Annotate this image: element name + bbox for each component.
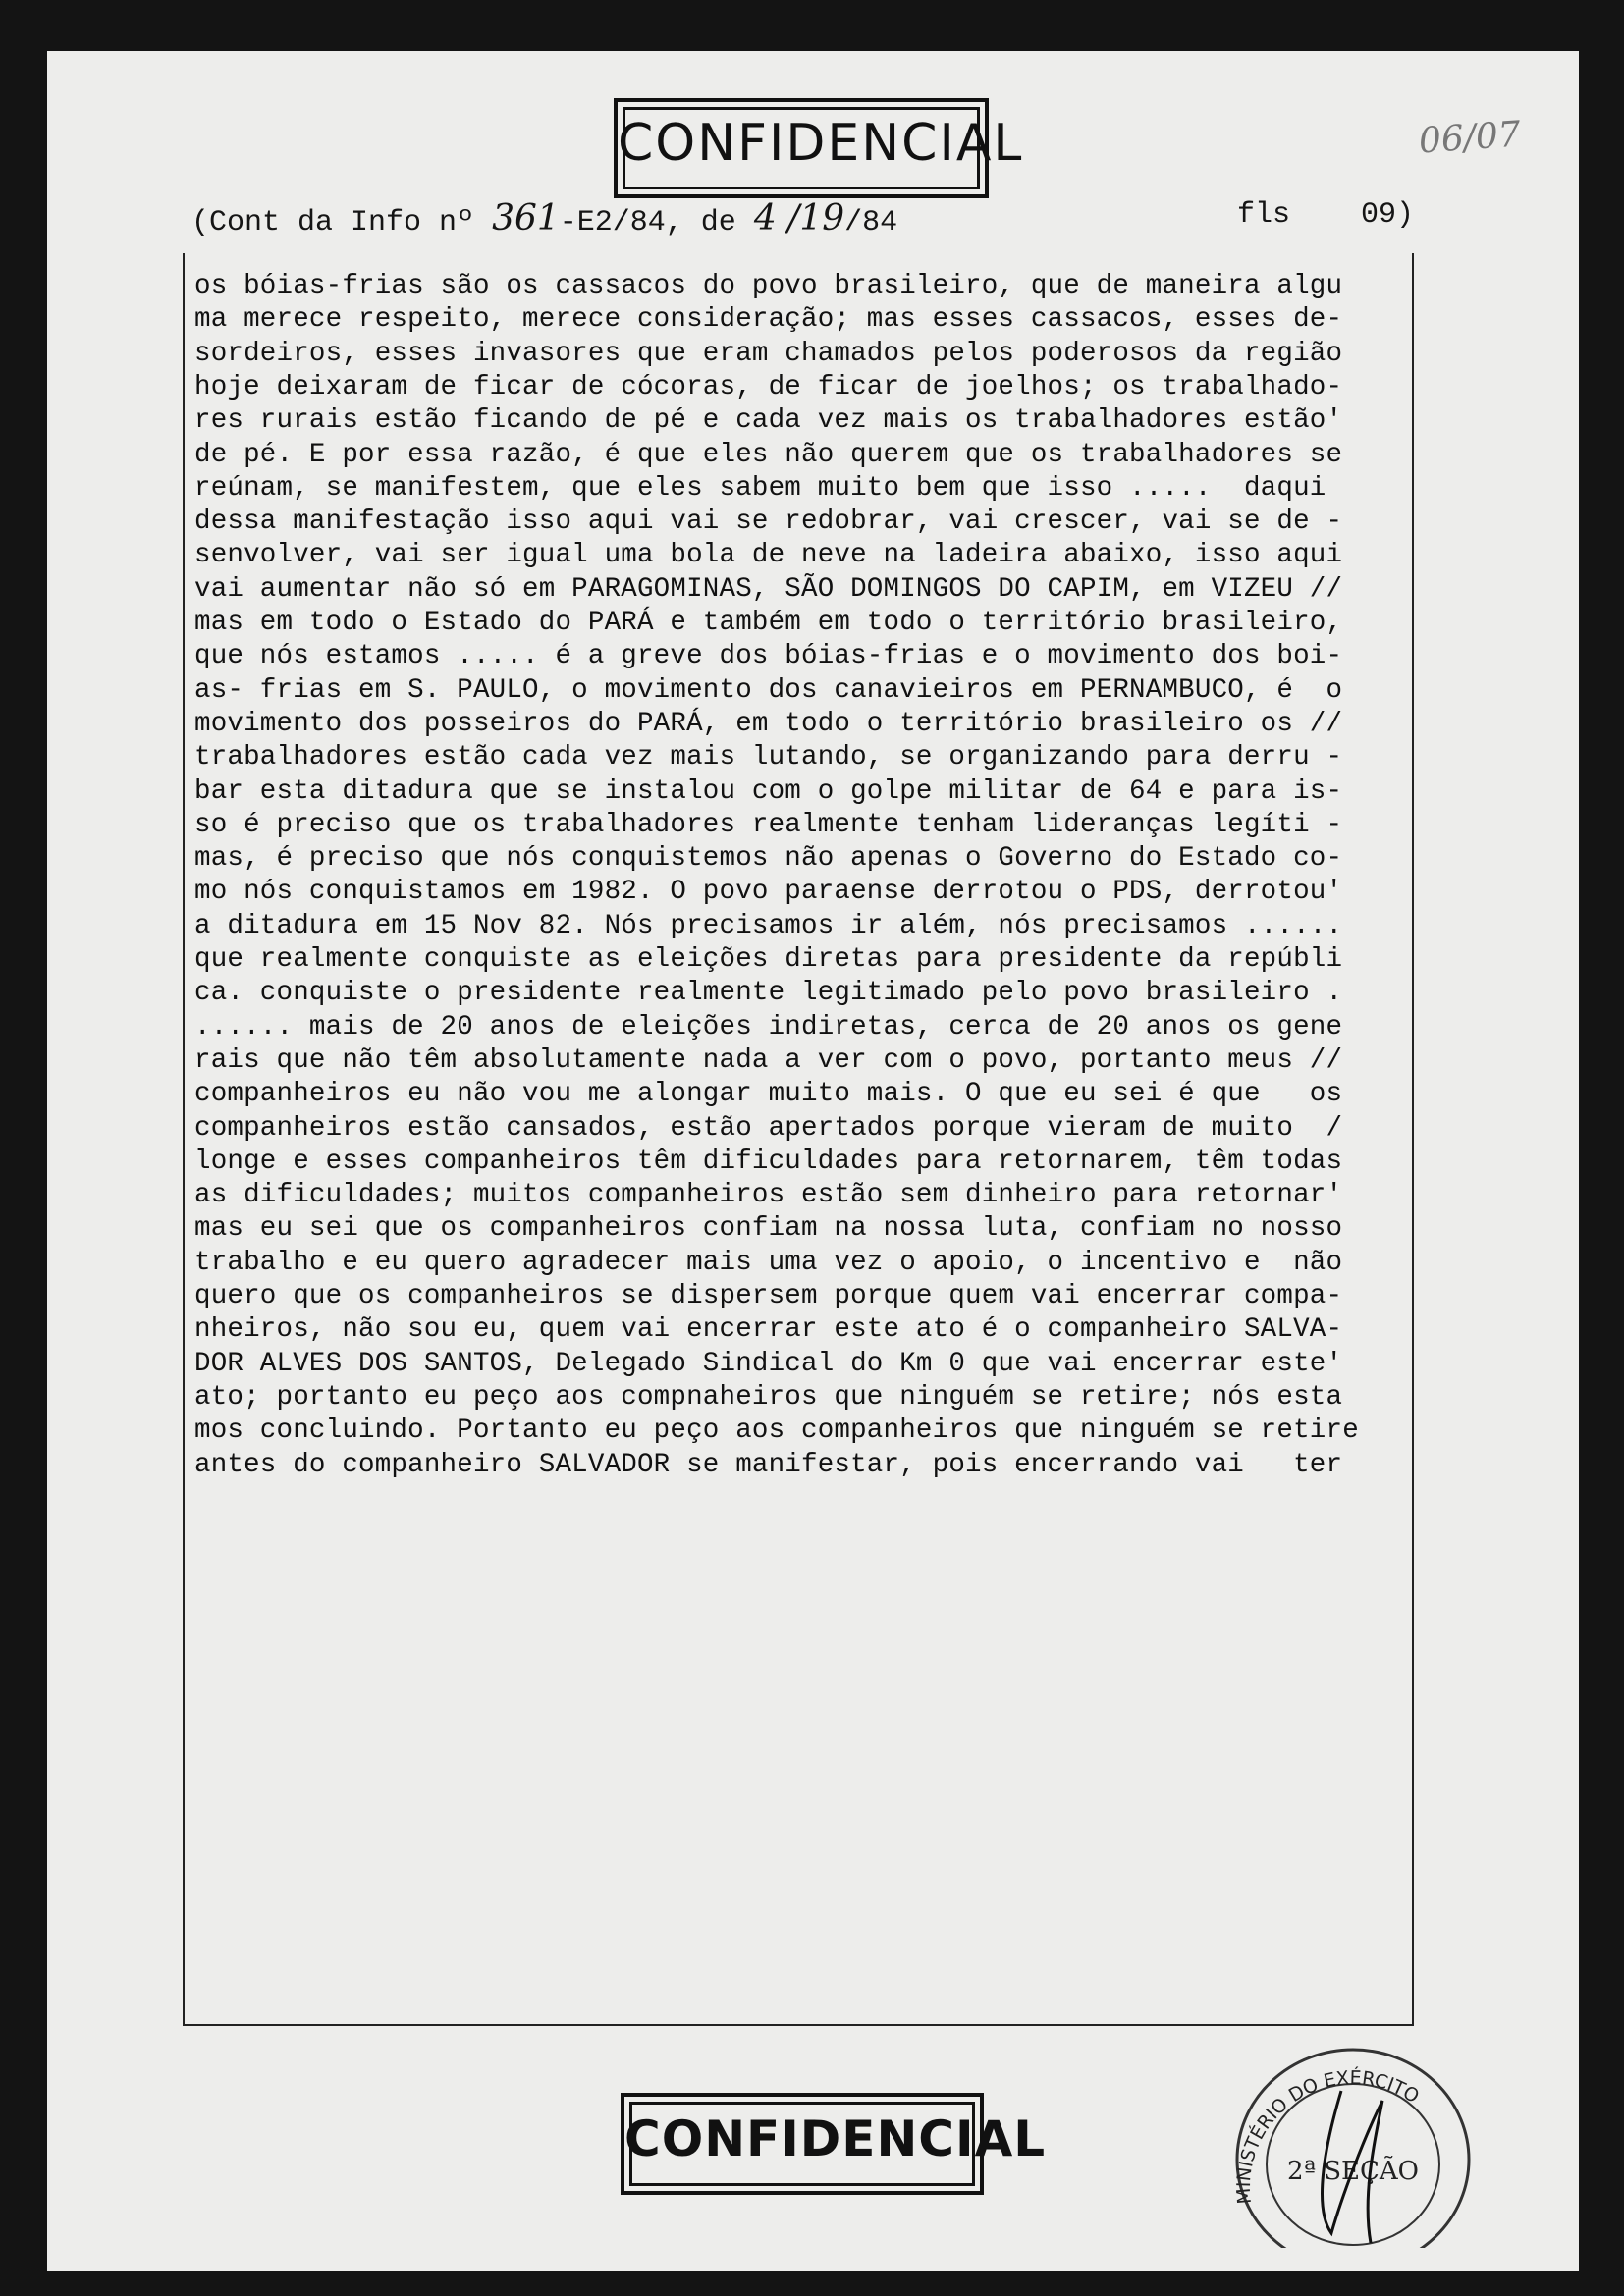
body-line: mo nós conquistamos em 1982. O povo paraense derrotou o PDS, derrotou' bbox=[194, 877, 1343, 908]
confidential-stamp-top bbox=[614, 98, 1024, 198]
body-line: so é preciso que os trabalhadores realmente tenham lideranças legíti - bbox=[194, 809, 1343, 840]
body-line: de pé. E por essa razão, é que eles não querem que os trabalhadores se bbox=[194, 439, 1343, 470]
body-line: dessa manifestação isso aqui vai se redobrar, vai crescer, vai se de - bbox=[194, 507, 1343, 538]
info-number: 361 bbox=[492, 198, 560, 239]
body-line: DOR ALVES DOS SANTOS, Delegado Sindical do Km 0 que vai encerrar este' bbox=[194, 1348, 1343, 1379]
body-line: res rurais estão ficando de pé e cada vez mais os trabalhadores estão' bbox=[194, 405, 1343, 437]
info-series: -E2/84, de bbox=[559, 206, 754, 240]
body-line: nheiros, não sou eu, quem vai encerrar este ato é o companheiro SALVA- bbox=[194, 1314, 1343, 1346]
body-line: os bóias-frias são os cassacos do povo brasileiro, que de maneira algu bbox=[194, 271, 1343, 301]
army-seal bbox=[1216, 2022, 1490, 2248]
body-line: bar esta ditadura que se instalou com o golpe militar de 64 e para is- bbox=[194, 775, 1343, 807]
fls-value: 09) bbox=[1360, 198, 1414, 232]
body-line: reúnam, se manifestem, que eles sabem muito bem que isso ..... daqui bbox=[194, 472, 1326, 504]
body-line: mas, é preciso que nós conquistemos não apenas o Governo do Estado co- bbox=[194, 843, 1343, 875]
header-reference: (Cont da Info nº 361-E2/84, de 4 /19/84 bbox=[191, 198, 898, 240]
body-line: mas em todo o Estado do PARÁ e também em todo o território brasileiro, bbox=[194, 608, 1343, 638]
date-year: /84 bbox=[844, 206, 898, 240]
body-line: companheiros estão cansados, estão apertados porque vieram de muito / bbox=[194, 1112, 1343, 1144]
seal-ring-text: MINISTÉRIO DO EXÉRCITO bbox=[1232, 2066, 1424, 2206]
header-prefix: (Cont da Info nº bbox=[191, 206, 493, 240]
body-line: ma merece respeito, merece consideração; mas esses cassacos, esses de- bbox=[194, 304, 1343, 336]
confidential-stamp-bottom bbox=[621, 2093, 1047, 2195]
body-line: a ditadura em 15 Nov 82. Nós precisamos ir além, nós precisamos ...... bbox=[194, 910, 1343, 941]
body-line: companheiros eu não vou me alongar muito mais. O que eu sei é que os bbox=[194, 1079, 1343, 1110]
handwritten-page-number: 06/07 bbox=[1417, 114, 1523, 162]
body-line: senvolver, vai ser igual uma bola de neve na ladeira abaixo, isso aqui bbox=[194, 540, 1343, 571]
body-line: antes do companheiro SALVADOR se manifestar, pois encerrando vai ter bbox=[194, 1449, 1343, 1480]
fls-label: fls bbox=[1236, 198, 1290, 232]
body-line: que realmente conquiste as eleições diretas para presidente da repúbli bbox=[194, 944, 1343, 975]
body-line: movimento dos posseiros do PARÁ, em todo o território brasileiro os // bbox=[194, 708, 1343, 739]
date-day: 4 bbox=[753, 198, 777, 239]
body-line: trabalhadores estão cada vez mais lutando, se organizando para derru - bbox=[194, 742, 1343, 774]
body-line: ...... mais de 20 anos de eleições indiretas, cerca de 20 anos os gene bbox=[194, 1011, 1343, 1042]
body-line: sordeiros, esses invasores que eram chamados pelos poderosos da região bbox=[194, 338, 1343, 369]
stamp-top-label: CONFIDENCIAL bbox=[618, 114, 1024, 173]
body-line: mos concluindo. Portanto eu peço aos companheiros que ninguém se retire bbox=[194, 1415, 1359, 1447]
date-month: 19 bbox=[799, 198, 845, 239]
body-line: mas eu sei que os companheiros confiam na nossa luta, confiam no nosso bbox=[194, 1213, 1343, 1245]
body-line: longe e esses companheiros têm dificuldades para retornarem, têm todas bbox=[194, 1146, 1343, 1177]
body-line: ato; portanto eu peço aos compnaheiros que ninguém se retire; nós esta bbox=[194, 1381, 1343, 1413]
body-line: que nós estamos ..... é a greve dos bóias-frias e o movimento dos boi- bbox=[194, 641, 1343, 672]
body-line: ca. conquiste o presidente realmente legitimado pelo povo brasileiro . bbox=[194, 978, 1343, 1009]
stamp-bottom-label: CONFIDENCIAL bbox=[624, 2110, 1047, 2167]
seal-center-text: 2ª SEÇÃO bbox=[1287, 2157, 1419, 2186]
body-line: vai aumentar não só em PARAGOMINAS, SÃO DOMINGOS DO CAPIM, em VIZEU // bbox=[194, 573, 1343, 605]
body-line: as- frias em S. PAULO, o movimento dos canavieiros em PERNAMBUCO, é o bbox=[194, 674, 1343, 706]
body-line: quero que os companheiros se dispersem porque quem vai encerrar compa- bbox=[194, 1281, 1343, 1311]
body-line: as dificuldades; muitos companheiros estão sem dinheiro para retornar' bbox=[194, 1180, 1343, 1211]
body-line: trabalho e eu quero agradecer mais uma vez o apoio, o incentivo e não bbox=[194, 1247, 1343, 1278]
header-folio bbox=[1237, 198, 1414, 232]
body-line: hoje deixaram de ficar de cócoras, de ficar de joelhos; os trabalhado- bbox=[194, 371, 1343, 402]
body-line: rais que não têm absolutamente nada a ver com o povo, portanto meus // bbox=[194, 1044, 1343, 1076]
